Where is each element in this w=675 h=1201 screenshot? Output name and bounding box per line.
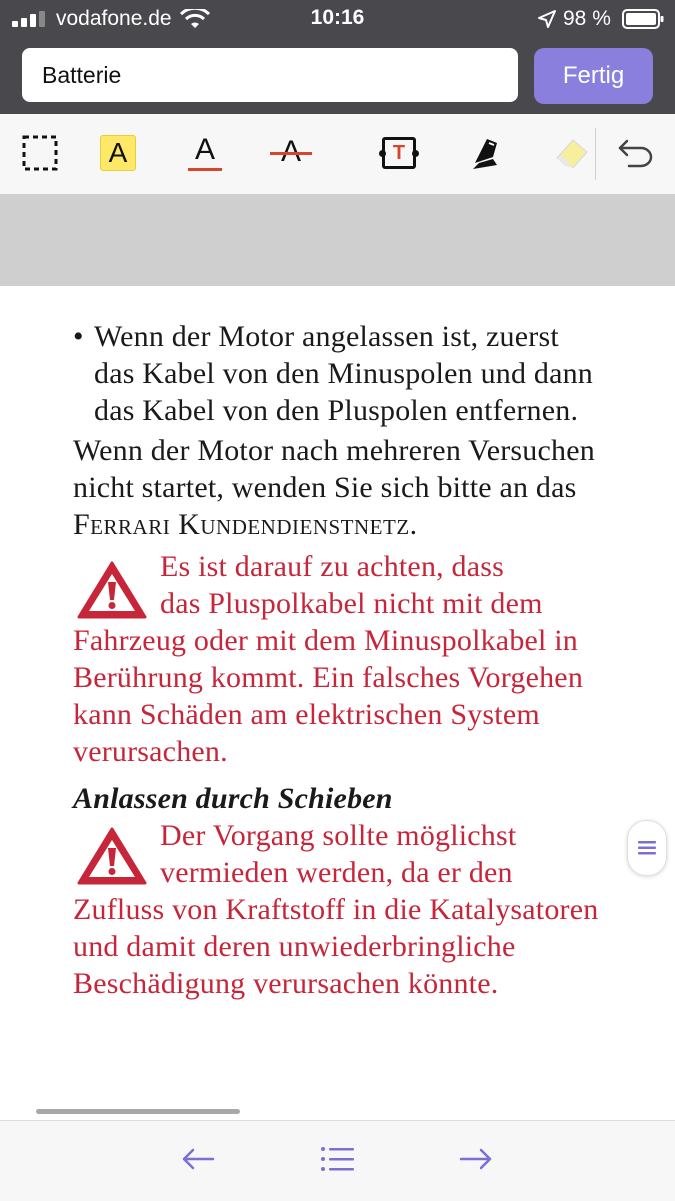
undo-button[interactable] — [612, 128, 660, 178]
eraser-icon — [551, 132, 593, 174]
toolbar-separator — [595, 128, 596, 180]
warning-text-line: Fahrzeug oder mit dem Minuspolkabel in — [73, 624, 579, 657]
text-line: Wenn der Motor nach mehreren Versuchen — [73, 434, 595, 467]
arrow-left-icon — [181, 1147, 215, 1171]
warning-text-line: und damit deren unwiederbringliche — [73, 930, 516, 963]
highlight-text-icon — [100, 135, 136, 171]
underline-letter: A — [194, 133, 215, 166]
underline-tool[interactable] — [181, 128, 229, 178]
bullet-marker: • — [73, 320, 84, 353]
warning-icon — [76, 826, 148, 886]
arrow-right-icon — [459, 1147, 493, 1171]
pen-icon — [467, 133, 507, 173]
warning-text-line: das Pluspolkabel nicht mit dem — [160, 587, 543, 620]
warning-text-line: Es ist darauf zu achten, dass — [160, 550, 505, 583]
text-line: das Kabel von den Minuspolen und dann — [94, 357, 593, 390]
highlight-letter: A — [108, 137, 128, 168]
carrier-name: vodafone.de — [56, 7, 172, 30]
battery-percent: 98 % — [563, 7, 611, 30]
warning-text-line: Beschädigung verursachen könnte. — [73, 967, 499, 1000]
warning-text-line: Zufluss von Kraftstoff in die Katalysatoren — [73, 893, 599, 926]
page-gap — [0, 194, 675, 286]
search-input[interactable] — [22, 48, 518, 102]
location-arrow-icon — [538, 10, 556, 28]
eraser-tool[interactable] — [548, 128, 596, 178]
text-box-tool[interactable] — [375, 128, 423, 178]
text-box-icon — [382, 137, 416, 169]
top-header — [0, 0, 675, 114]
text-line: das Kabel von den Pluspolen entfernen. — [94, 394, 579, 427]
next-result-button[interactable] — [456, 1139, 496, 1179]
strikethrough-text-icon — [270, 133, 312, 173]
text-box-letter: T — [392, 141, 406, 164]
menu-lines-icon — [638, 840, 656, 856]
bottom-navigation-bar — [0, 1120, 675, 1201]
horizontal-scroll-indicator[interactable] — [36, 1109, 240, 1114]
warning-icon — [76, 560, 148, 620]
warning-text-line: vermieden werden, da er den — [160, 856, 513, 889]
previous-result-button[interactable] — [178, 1139, 218, 1179]
battery-icon — [622, 9, 664, 29]
highlight-tool[interactable] — [94, 128, 142, 178]
warning-text-line: kann Schäden am elektrischen System — [73, 698, 540, 731]
results-list-button[interactable] — [317, 1139, 357, 1179]
list-icon — [320, 1145, 354, 1173]
text-line: nicht startet, wenden Sie sich bitte an das — [73, 471, 577, 504]
outline-handle-button[interactable] — [627, 820, 667, 876]
select-rectangle-icon — [21, 134, 59, 172]
clock: 10:16 — [310, 6, 365, 29]
network-name: Ferrari Kundendienstnetz — [73, 508, 410, 541]
warning-text-line: Berührung kommt. Ein falsches Vorgehen — [73, 661, 584, 694]
network-suffix: . — [409, 508, 418, 541]
status-bar — [0, 0, 675, 38]
warning-text-line: verursachen. — [73, 735, 228, 768]
section-heading: Anlassen durch Schieben — [73, 782, 393, 815]
strikethrough-tool[interactable] — [267, 128, 315, 178]
annotation-toolbar — [0, 114, 675, 195]
undo-icon — [617, 137, 655, 169]
text-line: Wenn der Motor angelassen ist, zuerst — [94, 320, 559, 353]
pen-tool[interactable] — [463, 128, 511, 178]
network-line — [73, 508, 417, 542]
done-button[interactable]: Fertig — [534, 48, 653, 104]
underline-text-icon — [186, 133, 224, 173]
warning-text-line: Der Vorgang sollte möglichst — [160, 819, 517, 852]
select-rectangle-tool[interactable] — [16, 128, 64, 178]
